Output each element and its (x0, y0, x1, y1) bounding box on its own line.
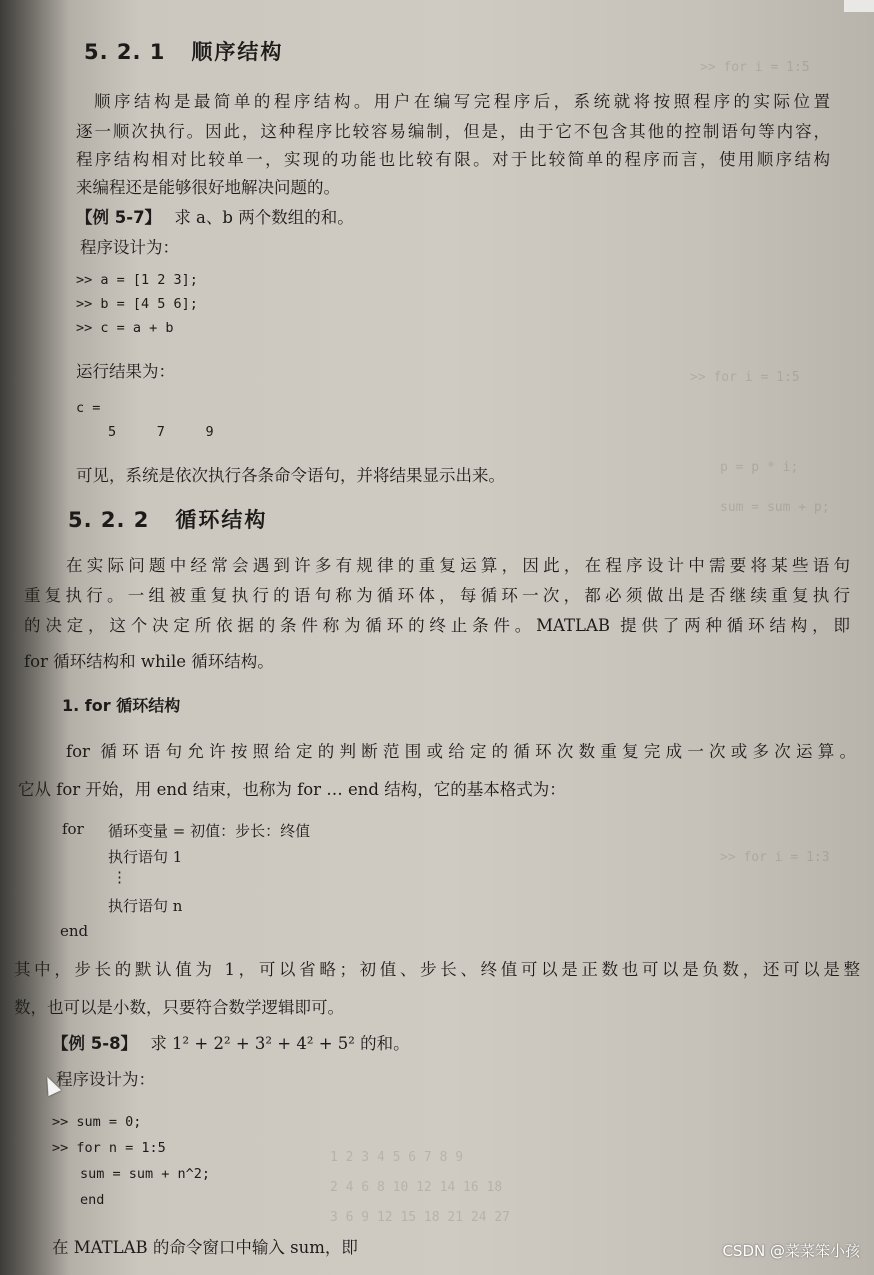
syntax-keyword-for: for (62, 820, 84, 838)
example-5-7 (76, 204, 354, 228)
syntax-line: 循环变量 = 初值：步长：终值 (108, 822, 311, 840)
example-text: 求 1² + 2² + 3² + 4² + 5² 的和。 (150, 1034, 410, 1053)
section-heading-5-2-2 (68, 504, 267, 534)
sub-heading-for-loop: 1. for 循环结构 (62, 696, 181, 715)
paragraph-line: 数，也可以是小数，只要符合数学逻辑即可。 (14, 998, 344, 1017)
section-heading-5-2-1 (84, 36, 283, 66)
section-number: 5. 2. 2 (68, 508, 150, 532)
code-line: >> sum = 0; (52, 1114, 142, 1130)
bleed-through: 1 2 3 4 5 6 7 8 9 (330, 1150, 464, 1165)
syntax-dots: ⋮ (112, 868, 127, 886)
paragraph-line: 在实际问题中经常会遇到许多有规律的重复运算，因此，在程序设计中需要将某些语句 (66, 556, 850, 575)
paragraph-line: 逐一顺次执行。因此，这种程序比较容易编制，但是，由于它不包含其他的控制语句等内容， (76, 122, 830, 141)
paragraph-line: 顺序结构是最简单的程序结构。用户在编写完程序后，系统就将按照程序的实际位置 (94, 92, 830, 111)
example-label: 【例 5-7】 (76, 208, 162, 227)
section-title: 顺序结构 (191, 40, 284, 64)
code-line: >> b = [4 5 6]; (76, 296, 198, 312)
syntax-line: 执行语句 1 (108, 848, 183, 866)
code-line: >> a = [1 2 3]; (76, 272, 198, 288)
example-5-8 (52, 1030, 410, 1054)
bleed-through: sum = sum + p; (720, 500, 830, 515)
syntax-keyword-end: end (60, 922, 89, 940)
paragraph-line: 的决定，这个决定所依据的条件称为循环的终止条件。MATLAB 提供了两种循环结构，即 (24, 616, 850, 635)
paragraph-line: 来编程还是能够很好地解决问题的。 (76, 178, 340, 197)
example-label: 【例 5-8】 (52, 1034, 138, 1053)
result-label: 运行结果为： (76, 362, 175, 381)
design-label: 程序设计为： (80, 238, 179, 257)
syntax-line: 执行语句 n (108, 897, 183, 915)
design-label: 程序设计为： (56, 1070, 155, 1089)
bleed-through: 2 4 6 8 10 12 14 16 18 (330, 1180, 503, 1195)
code-line: sum = sum + n^2; (80, 1166, 211, 1182)
paragraph-line: 其中，步长的默认值为 1，可以省略；初值、步长、终值可以是正数也可以是负数，还可以是整 (14, 960, 860, 979)
code-line: end (80, 1192, 105, 1208)
result-variable: c = (76, 400, 101, 416)
paragraph-line: for 循环语句允许按照给定的判断范围或给定的循环次数重复完成一次或多次运算。 (66, 742, 856, 761)
result-values: 5 7 9 (108, 424, 214, 440)
bleed-through: 3 6 9 12 15 18 21 24 27 (330, 1210, 511, 1225)
bleed-through: >> for i = 1:5 (700, 60, 810, 75)
paragraph-line: for 循环结构和 while 循环结构。 (24, 652, 274, 671)
bleed-through: >> for i = 1:5 (690, 370, 800, 385)
page-corner (844, 0, 874, 12)
example-text: 求 a、b 两个数组的和。 (174, 208, 354, 227)
code-line: >> c = a + b (76, 320, 174, 336)
paragraph-line: 它从 for 开始，用 end 结束，也称为 for … end 结构，它的基本格式为： (18, 780, 566, 799)
paragraph-line: 重复执行。一组被重复执行的语句称为循环体，每循环一次，都必须做出是否继续重复执行 (24, 586, 850, 605)
code-line: >> for n = 1:5 (52, 1140, 166, 1156)
section-title: 循环结构 (175, 508, 268, 532)
section-number: 5. 2. 1 (84, 40, 166, 64)
bleed-through: p = p * i; (720, 460, 799, 475)
bleed-through: >> for i = 1:3 (720, 850, 830, 865)
conclusion-text: 可见，系统是依次执行各条命令语句，并将结果显示出来。 (76, 466, 505, 485)
watermark: CSDN @菜菜笨小孩 (722, 1242, 860, 1260)
last-line: 在 MATLAB 的命令窗口中输入 sum，即 (52, 1238, 358, 1257)
paragraph-line: 程序结构相对比较单一，实现的功能也比较有限。对于比较简单的程序而言，使用顺序结构 (76, 150, 830, 169)
